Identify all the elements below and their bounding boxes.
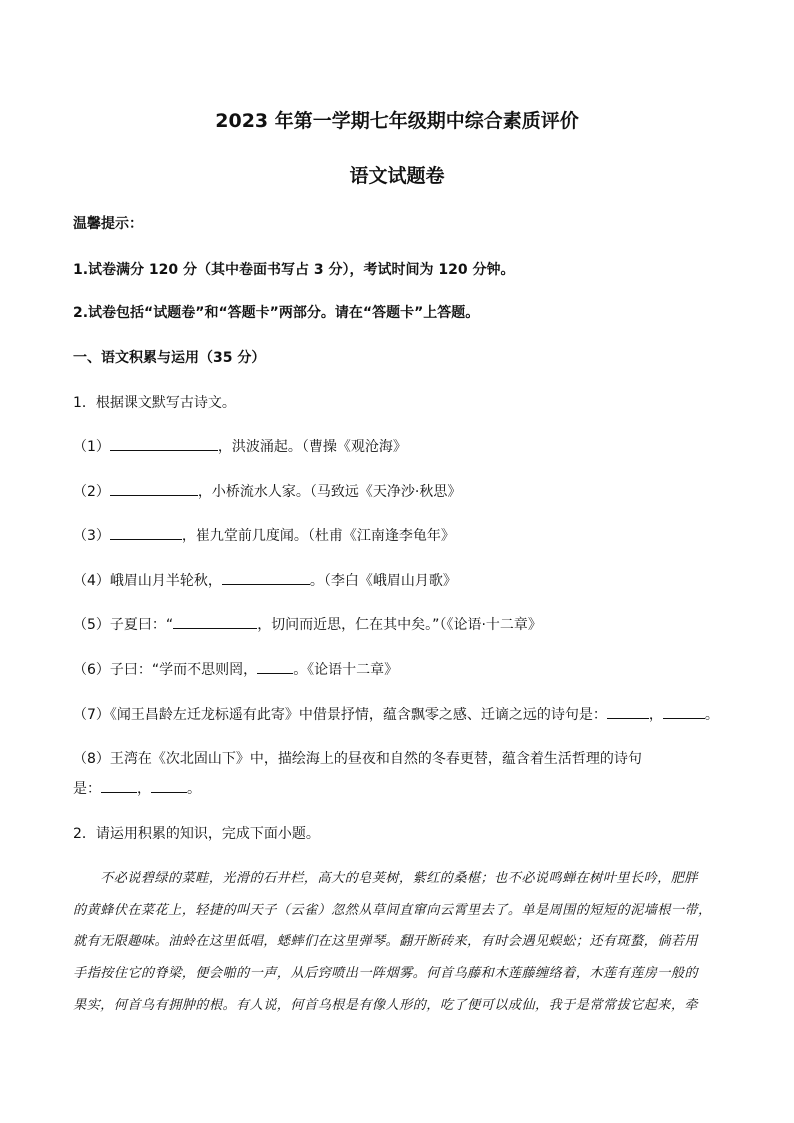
item-end: 。 (704, 707, 719, 723)
item-text: 子曰：“学而不思则罔， (109, 662, 258, 678)
answer-blank[interactable] (257, 659, 293, 674)
item-text: ，洪波涌起。（曹操《观沧海》 (217, 439, 407, 455)
item-text: ，小桥流水人家。（马致远《天净沙·秋思》 (197, 484, 462, 500)
section-heading: 一、语文积累与运用（35 分） (73, 350, 266, 366)
passage-line: 的黄蜂伏在菜花上，轻捷的叫天子（云雀）忽然从草间直窜向云霄里去了。单是周围的短短的泥墙根一带， (73, 903, 712, 918)
item-number: （2） (73, 484, 110, 500)
tips-item-1: 1.试卷满分 120 分（其中卷面书写占 3 分），考试时间为 120 分钟。 (73, 262, 515, 278)
passage-line: 手指按住它的脊梁，便会啪的一声，从后窍喷出一阵烟雾。何首乌藤和木莲藤缠络着，木莲有莲房一般的 (73, 966, 699, 981)
item-text: 《闻王昌龄左迁龙标遥有此寄》中借景抒情，蕴含飘零之感、迁谪之远的诗句是： (109, 707, 607, 723)
question-1-item-8-line2 (73, 778, 201, 798)
answer-blank[interactable] (110, 481, 198, 496)
item-end: 。 (187, 781, 201, 797)
question-1-item-4 (73, 570, 457, 590)
item-text: 是： (73, 781, 101, 797)
question-1-item-6 (73, 659, 398, 679)
tips-heading: 温馨提示： (73, 216, 143, 232)
item-text: ，切问而近思，仁在其中矣。”（《论语·十二章》 (257, 617, 542, 633)
passage-line: 果实，何首乌有拥肿的根。有人说，何首乌根是有像人形的，吃了便可以成仙，我于是常常拔它起来，牵 (73, 998, 699, 1013)
item-text: 子夏曰：“ (109, 617, 174, 633)
item-number: （7） (73, 707, 110, 723)
item-number: （6） (73, 662, 110, 678)
item-text: 王湾在《次北固山下》中，描绘海上的昼夜和自然的冬春更替，蕴含着生活哲理的诗句 (109, 751, 642, 767)
item-text: ，崔九堂前几度闻。（杜甫《江南逢李龟年》 (181, 528, 455, 544)
item-number: （5） (73, 617, 110, 633)
item-text: 峨眉山月半轮秋， (109, 573, 222, 589)
tips-item-2: 2.试卷包括“试题卷”和“答题卡”两部分。请在“答题卡”上答题。 (73, 305, 480, 321)
question-1-item-2 (73, 481, 461, 501)
answer-blank[interactable] (110, 436, 218, 451)
item-number: （1） (73, 439, 110, 455)
item-number: （4） (73, 573, 110, 589)
answer-blank[interactable] (607, 704, 649, 719)
answer-blank[interactable] (222, 570, 310, 585)
passage-line: 不必说碧绿的菜畦，光滑的石井栏，高大的皂荚树，紫红的桑椹；也不必说鸣蝉在树叶里长吟，肥胖 (100, 871, 698, 886)
exam-subtitle: 语文试题卷 (349, 165, 445, 187)
answer-blank[interactable] (173, 614, 257, 629)
question-2-prompt: 2．请运用积累的知识，完成下面小题。 (73, 826, 320, 842)
item-text: 。（李白《峨眉山月歌》 (309, 573, 457, 589)
answer-blank[interactable] (663, 704, 705, 719)
question-1-item-1 (73, 436, 407, 456)
item-separator: ， (648, 707, 663, 723)
question-1-prompt: 1．根据课文默写古诗文。 (73, 395, 236, 411)
item-number: （3） (73, 528, 110, 544)
answer-blank[interactable] (151, 778, 187, 793)
question-1-item-5 (73, 614, 542, 634)
answer-blank[interactable] (101, 778, 137, 793)
exam-title: 2023 年第一学期七年级期中综合素质评价 (215, 110, 579, 132)
passage-line: 就有无限趣味。油蛉在这里低唱，蟋蟀们在这里弹琴。翻开断砖来，有时会遇见蜈蚣；还有斑蝥，倘若用 (73, 934, 699, 949)
question-1-item-7 (73, 704, 719, 724)
item-text: 。《论语十二章》 (293, 662, 399, 678)
item-separator: ， (137, 781, 151, 797)
item-number: （8） (73, 751, 110, 767)
question-1-item-3 (73, 525, 455, 545)
question-1-item-8 (73, 748, 642, 768)
answer-blank[interactable] (110, 525, 182, 540)
